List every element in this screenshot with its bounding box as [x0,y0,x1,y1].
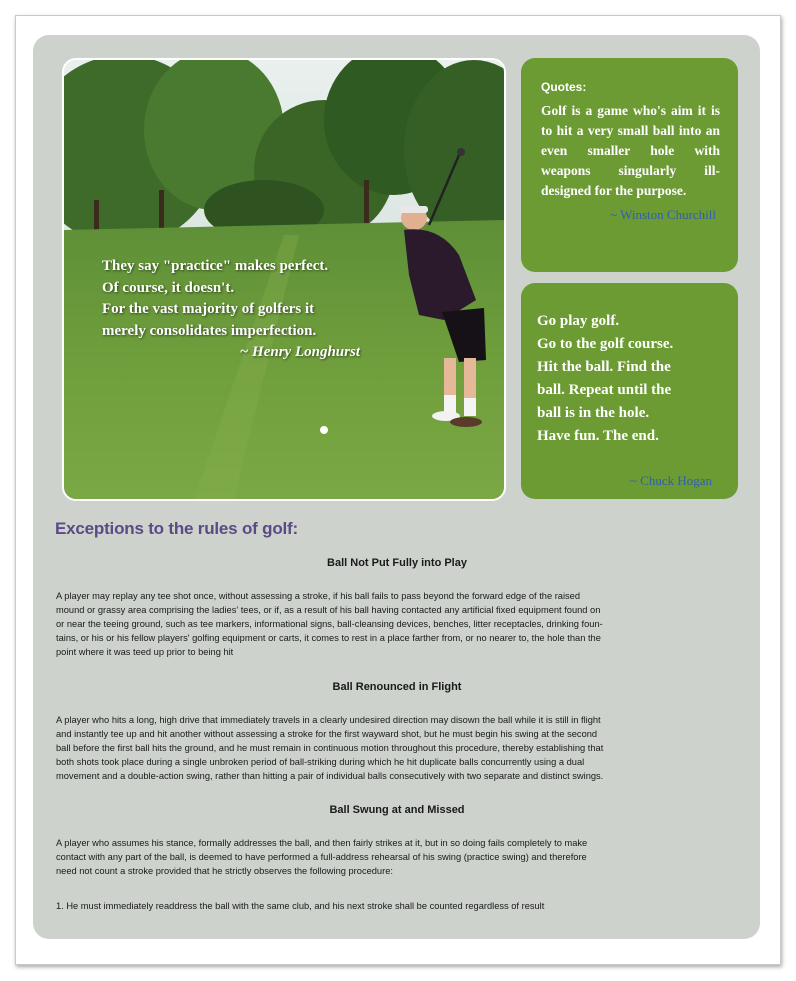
rule-line: and instantly tee up and hit another without assessing a stroke for the first wayward shot, but he must begin his swing at the second [56,729,598,739]
golfer-photo [62,58,506,501]
rule-list-item [56,899,736,913]
rule-body [56,836,736,878]
rule-line: A player who assumes his stance, formally addresses the ball, and then fairly strikes at it, but in so doing fails completely to make [56,838,588,848]
quote-text: Golf is a game who's aim it is to hit a very small ball into an even smaller hole with weapons singularly ill-designed for the purpose. [541,103,720,198]
quote-line: Go to the golf course. [537,336,674,352]
rule-title: Ball Swung at and Missed [329,804,465,816]
rule-line: point where it was teed up prior to being hit [56,647,234,657]
quote-box-hogan [521,283,738,499]
photo-quote-author: ~ Henry Longhurst [239,344,360,360]
quotes-label: Quotes: [541,80,587,94]
rule-line: tains, or his or his fellow players' golfing equipment or carts, it comes to rest in a place farther from, or no nearer to, the hole than the [56,633,601,643]
photo-quote-line: For the vast majority of golfers it [102,301,315,317]
quote-line: Hit the ball. Find the [537,359,671,375]
quote-line: Have fun. The end. [537,428,659,444]
rule-body [56,713,736,783]
photo-quote-line: merely consolidates imperfection. [102,322,317,339]
rule-line: A player may replay any tee shot once, without assessing a stroke, if his ball fails to pass beyond the forward edge of the raised [56,591,581,601]
rule-line: mound or grassy area comprising the ladies' tees, or if, as a result of his ball having contacted any artificial fixed equipment found on [56,605,601,615]
quote-box-churchill [521,58,738,272]
rule-line: both shots took place during a single unbroken period of ball-striking during which he hit duplicate balls concurrently using a dual [56,757,585,767]
photo-quote-line: They say "practice" makes perfect. [102,258,329,274]
golf-ball [320,426,328,434]
rule-title: Ball Renounced in Flight [332,681,462,693]
rule-line: 1. He must immediately readdress the ball with the same club, and his next stroke shall be counted regardless of result [56,901,545,911]
photo-quote-line: Of course, it doesn't. [102,279,235,296]
rule-line: ball before the first ball hits the ground, and he must remain in continuous motion throughout this procedure, thereby establishing that [56,743,604,753]
quote-line: ball is in the hole. [537,405,650,421]
quote-line: Go play golf. [537,313,620,329]
rule-title: Ball Not Put Fully into Play [327,557,467,569]
rule-line: need not count a stroke provided that he strictly observes the following procedure: [56,866,393,876]
section-heading: Exceptions to the rules of golf: [55,519,298,538]
quote-author: ~ Winston Churchill [610,207,716,222]
quote-text [537,310,724,448]
rule-line: movement and a double-action swing, rather than hitting a pair of individual balls consecutively with two separate and distinct swings. [56,771,604,781]
rule-body [56,589,736,659]
rule-line: or near the teeing ground, such as tee markers, informational signs, ball-cleansing devices, benches, litter receptacles, drinking foun- [56,619,603,629]
rule-line: contact with any part of the ball, is deemed to have performed a full-address rehearsal of his swing (practice swing) and therefore [56,852,587,862]
quote-author: ~ Chuck Hogan [629,473,712,488]
rule-line: A player who hits a long, high drive that immediately travels in a clearly undesired direction may disown the ball while it is still in flight [56,715,601,725]
quote-line: ball. Repeat until the [537,382,672,398]
photo-overlay-quote [102,256,402,364]
